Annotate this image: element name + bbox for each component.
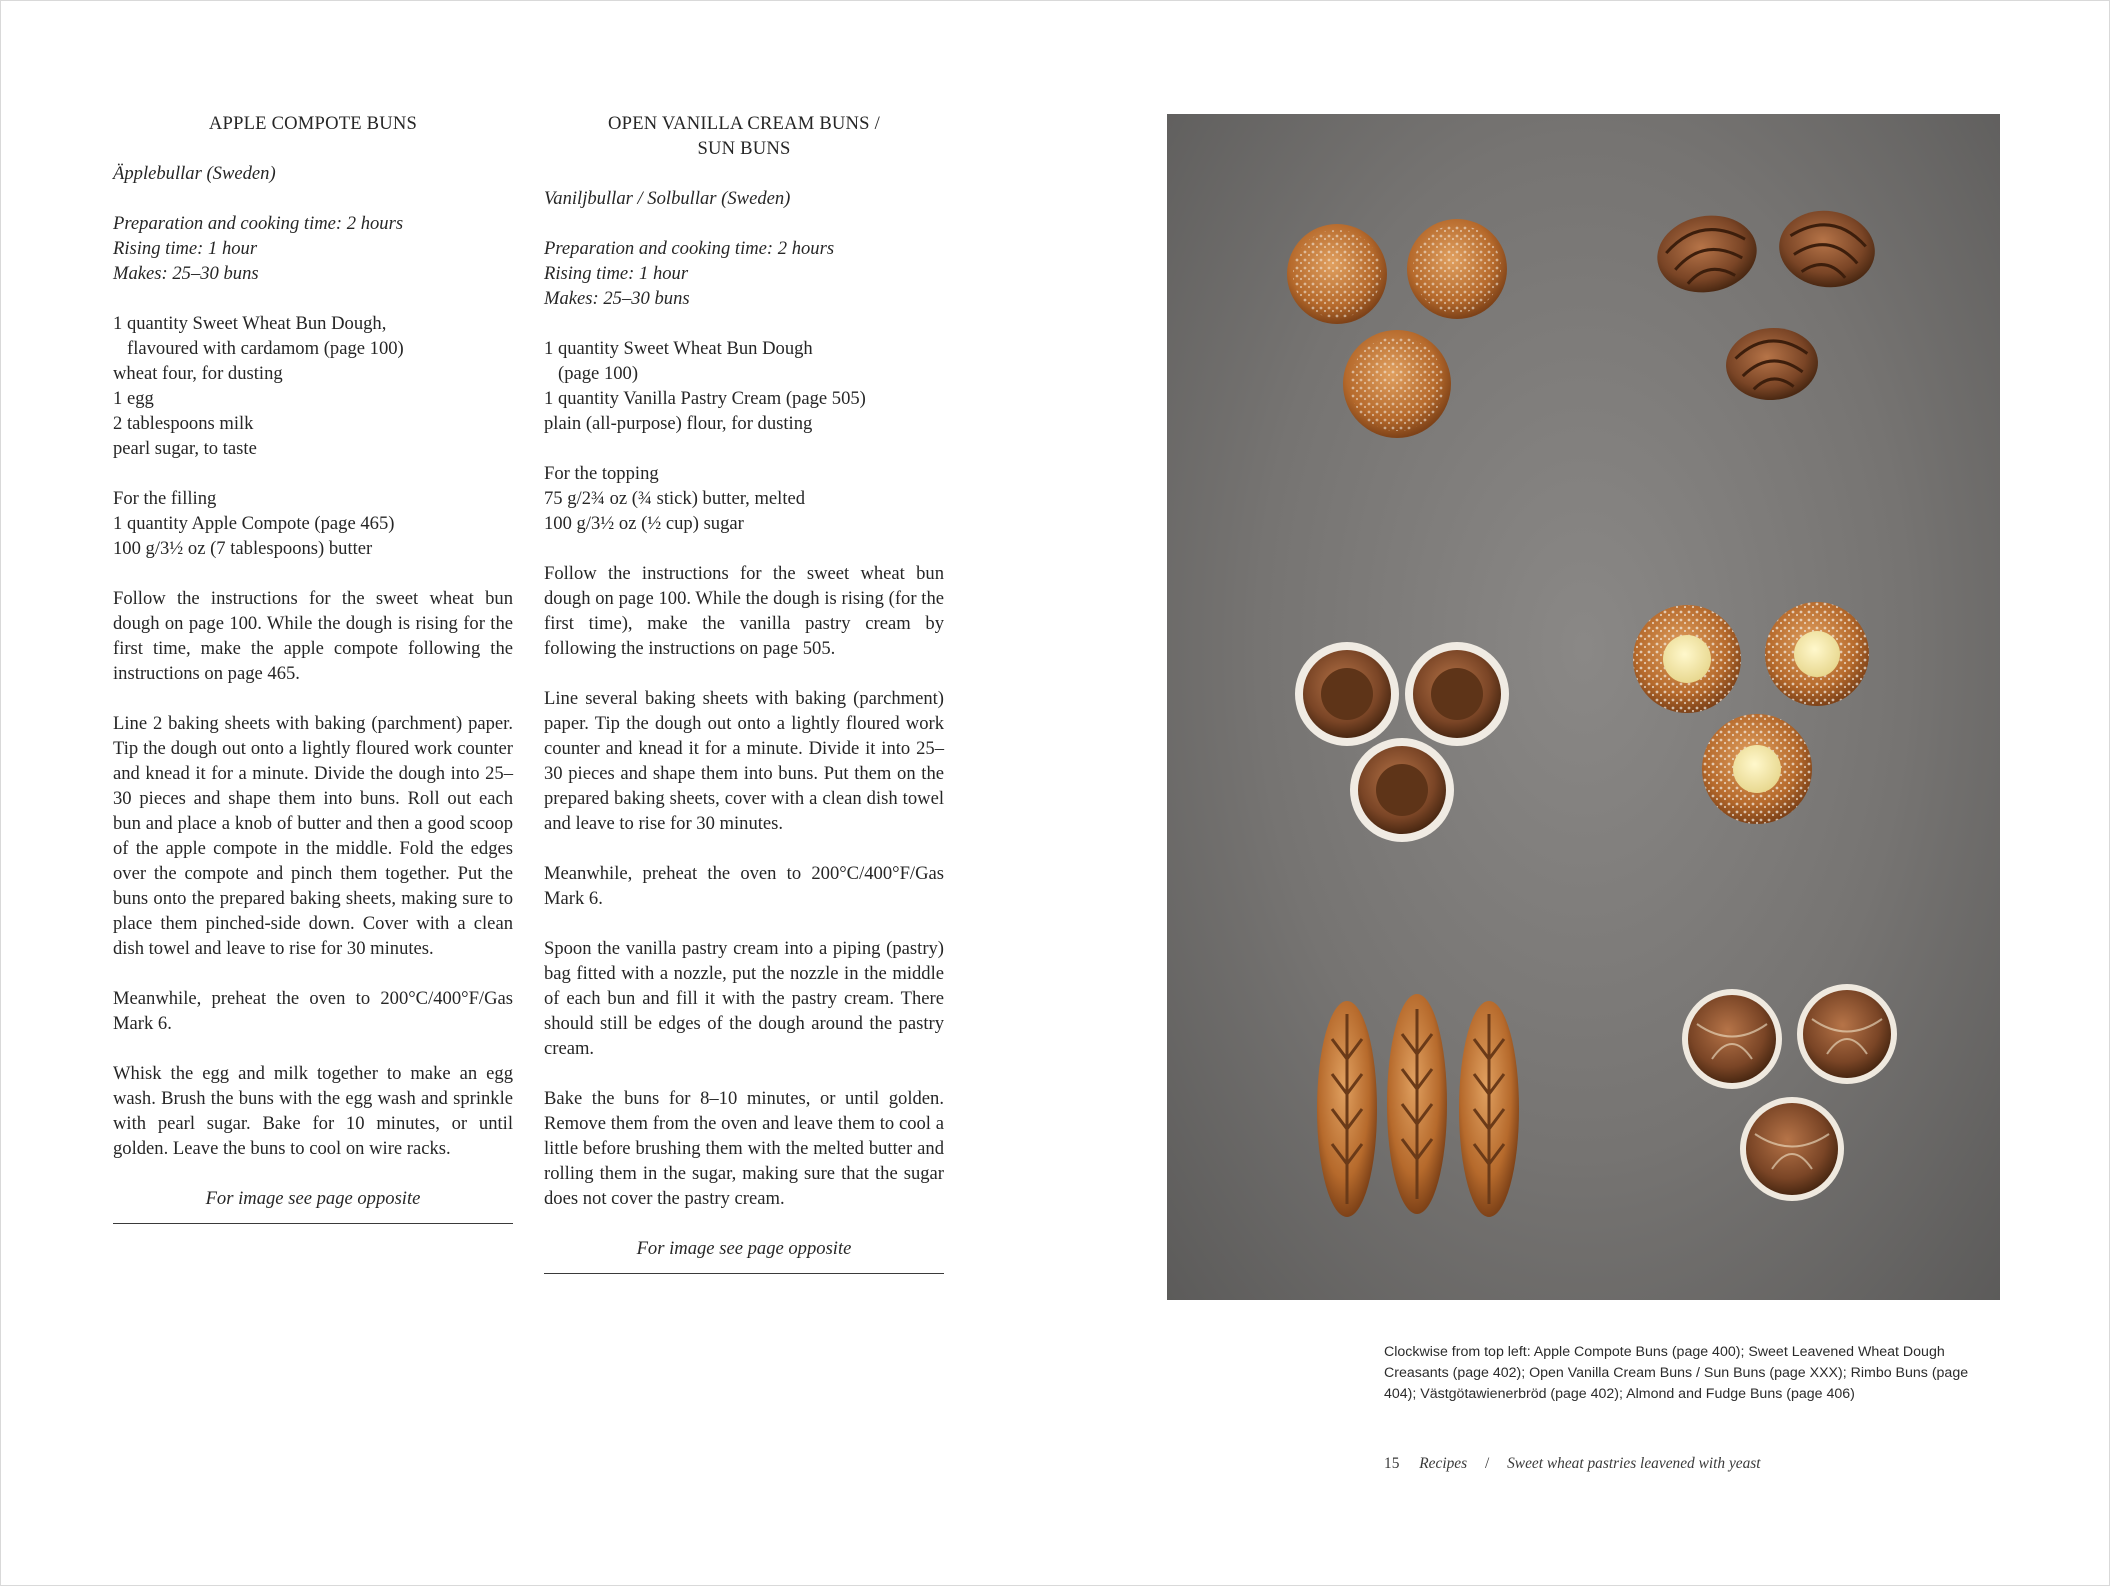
apple-compote-buns: [1287, 219, 1507, 438]
ingredient-item: 100 g/3½ oz (½ cup) sugar: [544, 513, 744, 534]
footer-separator: /: [1484, 1455, 1490, 1472]
recipe-apple-compote-buns: [113, 111, 513, 1224]
photo-caption: Clockwise from top left: Apple Compote Buns (page 400); Sweet Leavened Wheat Dough Creasants (page 402); Open Vanilla Cream Buns / Sun Buns (page XXX); Rimbo Buns (page 404); Västgötawienerbröd (page 402); Almond and Fudge Buns (page 406): [1384, 1344, 1969, 1402]
recipe-title-line1: OPEN VANILLA CREAM BUNS /: [608, 113, 880, 134]
ingredient-item: 1 quantity Apple Compote (page 465): [113, 513, 395, 534]
recipe-meta: [544, 236, 944, 311]
ingredient-item: plain (all-purpose) flour, for dusting: [544, 413, 813, 434]
method-step: Line several baking sheets with baking (parchment) paper. Tip the dough out onto a lightly floured work counter and knead it for a minute. Divide it into 25–30 pieces and shape them into buns. Put them on the prepared baking sheets, cover with a clean dish towel and leave to rise for 30 minutes.: [544, 688, 944, 834]
almond-fudge-buns: [1682, 984, 1897, 1201]
ingredient-item: wheat four, for dusting: [113, 363, 283, 384]
pastries-illustration: [1167, 114, 2000, 1300]
see-image-note: For image see page opposite: [636, 1238, 852, 1259]
method-step: Follow the instructions for the sweet wheat bun dough on page 100. While the dough is rising (for the first time), make the vanilla pastry cream by following the instructions on page 505.: [544, 563, 944, 659]
method-step: Follow the instructions for the sweet wheat bun dough on page 100. While the dough is rising for the first time, make the apple compote following the instructions on page 465.: [113, 588, 513, 684]
topping-list: [544, 461, 944, 536]
topping-heading: For the topping: [544, 463, 659, 484]
ingredient-item: 1 quantity Sweet Wheat Bun Dough: [544, 338, 813, 359]
see-image-note: For image see page opposite: [205, 1188, 421, 1209]
method-step: Spoon the vanilla pastry cream into a piping (pastry) bag fitted with a nozzle, put the nozzle in the middle of each bun and fill it with the pastry cream. There should still be edges of the dough around the pastry cream.: [544, 938, 944, 1059]
page-footer: [1384, 1455, 1761, 1473]
divider: [544, 1273, 944, 1274]
pastries-photo: [1167, 114, 2000, 1300]
ingredient-item: 75 g/2¾ oz (¾ stick) butter, melted: [544, 488, 806, 509]
yield: Makes: 25–30 buns: [113, 263, 259, 284]
recipe-subtitle: Vaniljbullar / Solbullar (Sweden): [544, 188, 791, 209]
ingredient-list: [544, 336, 944, 436]
rising-time: Rising time: 1 hour: [544, 263, 689, 284]
method-step: Line 2 baking sheets with baking (parchment) paper. Tip the dough out onto a lightly floured work counter and knead it for a minute. Divide the dough into 25–30 pieces and shape them into buns. Roll out each bun and place a knob of butter and then a good scoop of the apple compote in the middle. Fold the edges over the compote and pinch them together. Put the buns onto the prepared baking sheets, making sure to place them pinched-side down. Cover with a clean dish towel and leave to rise for 30 minutes.: [113, 713, 513, 959]
ingredient-item: 1 egg: [113, 388, 154, 409]
method-step: Bake the buns for 8–10 minutes, or until golden. Remove them from the oven and leave them to cool a little before brushing them with the melted butter and rolling them in the sugar, making sure that the sugar does not cover the pastry cream.: [544, 1088, 944, 1209]
ingredient-item: 2 tablespoons milk: [113, 413, 254, 434]
rising-time: Rising time: 1 hour: [113, 238, 258, 259]
ingredient-item: 100 g/3½ oz (7 tablespoons) butter: [113, 538, 373, 559]
footer-chapter: Sweet wheat pastries leavened with yeast: [1507, 1455, 1761, 1472]
ingredient-item: pearl sugar, to taste: [113, 438, 257, 459]
prep-time: Preparation and cooking time: 2 hours: [113, 213, 404, 234]
filling-heading: For the filling: [113, 488, 217, 509]
method-step: Meanwhile, preheat the oven to 200°C/400°F/Gas Mark 6.: [113, 988, 513, 1034]
recipe-title-line2: SUN BUNS: [697, 138, 791, 159]
footer-section: Recipes: [1419, 1455, 1468, 1472]
yield: Makes: 25–30 buns: [544, 288, 690, 309]
recipe-open-vanilla-cream-buns: [544, 111, 944, 1274]
recipe-subtitle: Äpplebullar (Sweden): [113, 163, 276, 184]
filling-list: [113, 486, 513, 561]
page-number: 15: [1384, 1455, 1400, 1472]
ingredient-item: (page 100): [558, 363, 639, 384]
ingredient-list: [113, 311, 513, 461]
divider: [113, 1223, 513, 1224]
ingredient-item: flavoured with cardamom (page 100): [127, 338, 404, 359]
ingredient-item: 1 quantity Vanilla Pastry Cream (page 505): [544, 388, 866, 409]
rimbo-buns: [1295, 642, 1509, 842]
recipe-meta: [113, 211, 513, 286]
prep-time: Preparation and cooking time: 2 hours: [544, 238, 835, 259]
croissants: [1651, 205, 1880, 403]
recipe-title: APPLE COMPOTE BUNS: [208, 113, 418, 134]
braided-pastries: [1317, 994, 1519, 1217]
ingredient-item: 1 quantity Sweet Wheat Bun Dough,: [113, 313, 387, 334]
method-step: Whisk the egg and milk together to make an egg wash. Brush the buns with the egg wash and sprinkle with pearl sugar. Bake for 10 minutes, or until golden. Leave the buns to cool on wire racks.: [113, 1063, 513, 1159]
method-step: Meanwhile, preheat the oven to 200°C/400°F/Gas Mark 6.: [544, 863, 944, 909]
sun-buns: [1633, 602, 1869, 824]
recipe-title: [544, 111, 944, 161]
